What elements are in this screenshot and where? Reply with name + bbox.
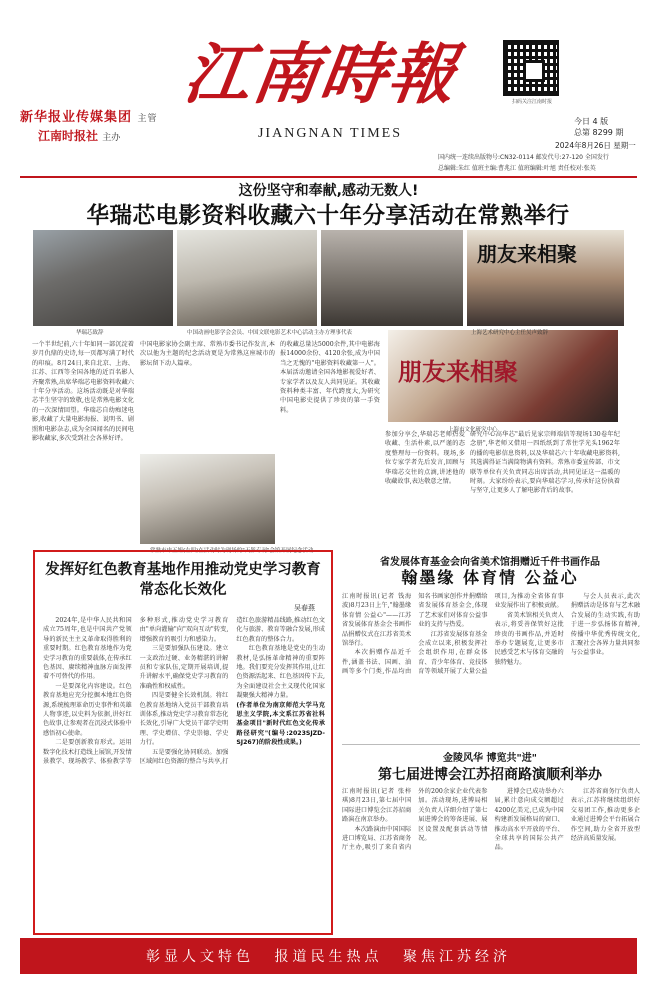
qr-label: 扫码关注江南时报	[511, 99, 552, 105]
publication-info	[438, 152, 653, 174]
pub-line-2: 总编辑:朱红 值班主编:曹兆江 值班编辑:叶旭 责任校对:张英	[438, 165, 596, 172]
newspaper-english-name: JIANGNAN TIMES	[257, 126, 403, 141]
qr-code-icon[interactable]	[503, 40, 559, 96]
feature-paragraph: 五是要强化协同联动。加强区域间红色资源的整合与共享,打造红色旅游精品线路,推动红色文化与旅游、教育等融合发展,形成红色教育的整体合力。	[139, 617, 325, 766]
story2-paragraph: 省美术馆相关负责人表示,将妥善保管好这批珍贵的书画作品,并适时举办专题展览,让更多市民感受艺术与体育交融的独特魅力。	[494, 611, 564, 666]
photo-caption: 华瑞芯致辞	[76, 330, 104, 336]
story2-headline[interactable]: 翰墨缘 体育情 公益心	[401, 568, 579, 587]
photo-speaker	[33, 230, 173, 326]
feature-paragraph: 二是要创新教育形式。运用数字化技术打造线上展馆,开发情景教学、现场教学、体验教学等多种形式,推动党史学习教育由"单向灌输"向"双向互动"转变,增强教育的吸引力和感染力。	[43, 617, 229, 766]
group-name: 新华报业传媒集团	[20, 110, 133, 125]
photo-caption: 上海市文化研究中心	[448, 427, 498, 433]
photo-caption: 上海艺术研究中心主任吴声致辞	[471, 330, 549, 336]
feature-paragraph: 四是要健全长效机制。将红色教育基地纳入党员干部教育培训体系,推动党史学习教育常态化长效化,引导广大党员干部学史明理、学史增信、学史崇德、学史力行。	[139, 692, 229, 747]
feature-byline: 吴春燕	[294, 604, 315, 612]
publisher-block	[20, 106, 170, 144]
story2-paragraph: 江苏省发展体育基金会成立以来,积极发挥社会组织作用,在群众体育、青少年体育、竞技体育等领域开展了大量公益项目,为推动全省体育事业发展作出了积极贡献。	[418, 593, 564, 676]
story2-kicker: 省发展体育基金会向省美术馆捐赠近千件书画作品	[380, 557, 600, 568]
sponsor-tag: 主办	[102, 133, 121, 143]
photo-caption: 常熟市申五姐(左四)在活动时为现场的"天影专刊"会馆开展纪念活动	[150, 548, 314, 554]
lead-headline[interactable]: 华瑞芯电影资料收藏六十年分享活动在常熟举行	[86, 203, 570, 229]
story3-paragraph: 江苏省商务厅负责人表示,江苏将继续组织好交易团工作,推动更多企业通过进博会平台拓展合作空间,助力全省开放型经济高质量发展。	[570, 788, 640, 843]
lead-body-column: 研究中心高华芯"最后见家宗师端信等现场130卷年纪念册",华老师又借用一四纸纸到了常住学光头1962年的播的电影信息资料,以及华瑞芯六十年收藏电影资料,其选满得证当满筒物满有资料。常熟市委宣传部、市文联等单位有关负责同志出席活动,共同见证这一温暖的时刻。大家纷纷表示,要向华瑞芯学习,传承好这份执着与坚守,让更多人了解电影背后的故事。	[470, 431, 620, 495]
feature-body	[43, 616, 325, 916]
story3-paragraph: 本次路演由中国国际进口博览局、江苏省商务厅主办,吸引了来自省内外的200余家企业代表参加。活动现场,进博局相关负责人详细介绍了第七届进博会的筹备进展、展区设置及配套活动等情况。	[342, 788, 488, 852]
story3-paragraph: 进博会已成功举办六届,累计意向成交额超过4200亿美元,已成为中国构建新发展格局的窗口、推动高水平开放的平台、全球共享的国际公共产品。	[494, 788, 564, 852]
pub-line-1: 国内统一连续出版物号:CN32-0114 邮发代号:27-120 全国发行	[438, 154, 609, 161]
photo-event-hall	[388, 330, 618, 422]
group-tag: 主管	[137, 114, 158, 124]
issue-date: 2024年8月26日 星期一	[555, 141, 636, 150]
masthead-divider	[20, 176, 637, 178]
story2-lead: 江南时报讯(记者 钱海波)8月23日上午,"翰墨缘 体育情 公益心"——江苏省发展体育基金会书画作品捐赠仪式在江苏省美术馆举行。	[342, 593, 412, 648]
feature-paragraph: 2024年,是中华人民共和国成立75周年,也是中国共产党领导的新民主主义革命取得胜利的重要时期。红色教育基地作为党史学习教育的重要载体,在传承红色基因、赓续精神血脉方面发挥着不可替代的作用。	[43, 617, 132, 681]
feature-paragraph: 一是要深化内容建设。红色教育基地应充分挖掘本地红色资源,系统梳理革命历史事件和英雄人物事迹,以史料为依据,讲好红色故事,让参观者在沉浸式体验中感悟初心使命。	[43, 682, 132, 737]
photo-exhibition	[140, 454, 275, 544]
feature-title[interactable]: 发挥好红色教育基地作用推动党史学习教育常态化长效化	[45, 562, 321, 598]
story-divider	[342, 744, 640, 745]
lead-body-column: 中国电影家协会副主席、常熟市委书记作发言,本次以他为主题的纪念活动更是为常熟这座城市的影坛留下动人篇章。	[140, 341, 275, 367]
photo-hall-text: 朋友来相聚	[398, 357, 518, 386]
story2-body	[342, 592, 640, 772]
photo-calligraphy-stage	[177, 230, 317, 326]
photo-caption: 中国动画电影学会会员、中国文联电影艺术中心活动主办方理事代表	[187, 330, 353, 336]
photo-banner-text: 朋友来相聚	[477, 242, 577, 266]
photo-stage-banner	[467, 230, 624, 326]
footer-slogan: 彰显人文特色 报道民生热点 聚焦江苏经济	[146, 949, 511, 965]
story2-paragraph: 本次捐赠作品近千件,涵盖书法、国画、油画等多个门类,作品均由知名书画家创作并捐赠给省发展体育基金会,体现了艺术家们对体育公益事业的支持与热爱。	[342, 593, 488, 676]
story3-body	[342, 787, 640, 927]
lead-body-column: 的收藏总量达5000余件,其中电影海报14000余份、4120余张,成为中国当之无愧的"电影资料收藏第一人"。本届活动邀请全国各地影视爱好者、专家学者以及友人共同见证。其收藏资料种类丰富、年代跨度大,为研究中国电影史提供了珍贵的第一手资料。	[280, 341, 380, 414]
issue-info	[574, 116, 649, 138]
sponsor-name: 江南时报社	[38, 129, 99, 143]
issue-pages: 今日 4 版	[574, 117, 609, 126]
feature-paragraph: 红色教育基地是党史的生动教材,是弘扬革命精神的重要阵地。我们要充分发挥其作用,让红色资源活起来、红色基因传下去,为全面建设社会主义现代化国家凝聚强大精神力量。	[236, 645, 325, 700]
group-line	[20, 106, 170, 125]
lead-kicker: 这份坚守和奉献,感动无数人!	[238, 183, 419, 199]
photo-group	[321, 230, 463, 326]
story3-lead: 江南时报讯(记者 张梓琪)8月23日,第七届中国国际进口博览会江苏招商路演在南京举办。	[342, 788, 412, 824]
feature-paragraph: 三是要加强队伍建设。建立一支政治过硬、业务精湛的讲解员和专家队伍,定期开展培训,提升讲解水平,确保党史学习教育的准确性和权威性。	[139, 645, 229, 690]
sponsor-line	[20, 127, 170, 144]
feature-funding-note: (作者单位为南京师范大学马克思主义学院,本文系江苏省社科基金项目"新时代红色文化传承路径研究"(编号:2023SJZD-SJ267)的阶段性成果。)	[236, 701, 325, 747]
story2-paragraph: 与会人员表示,此次捐赠活动是体育与艺术融合发展的生动实践,有助于进一步弘扬体育精神,传播中华优秀传统文化,汇聚社会各界力量共同参与公益事业。	[570, 593, 640, 657]
lead-body-column: 参加分享会,华瑞芯老师热爱收藏、生活朴素,以严谨的态度整理每一份资料。现场,多位专家学者先后发言,回顾与华瑞芯交往的点滴,讲述他的收藏故事,表达敬意之情。	[385, 431, 465, 486]
story3-kicker: 金陵风华 博览共"进"	[443, 753, 537, 764]
lead-body-column: 一个半世纪前,六十年如同一部沉淀着岁月仇鼎的史诗,每一页都写满了时代的印痕。8月24日,来自北京、上海、江苏、江西等全国各地的近百名影人齐聚常熟,出席华瑞芯电影资料收藏六十年分享活动。这场活动既是对华瑞芯半生坚守的致敬,也是常熟电影文化的一次深情回望。华瑞芯自幼痴迷电影,收藏了大量电影海报、说明书、剧照和电影杂志,成为全国闻名的民间电影收藏家,多次受到社会各界好评。	[32, 341, 134, 443]
newspaper-logo: 江南時報	[179, 35, 463, 113]
issue-number: 总第 8299 期	[574, 128, 624, 137]
story3-headline[interactable]: 第七届进博会江苏招商路演顺利举办	[378, 767, 602, 783]
